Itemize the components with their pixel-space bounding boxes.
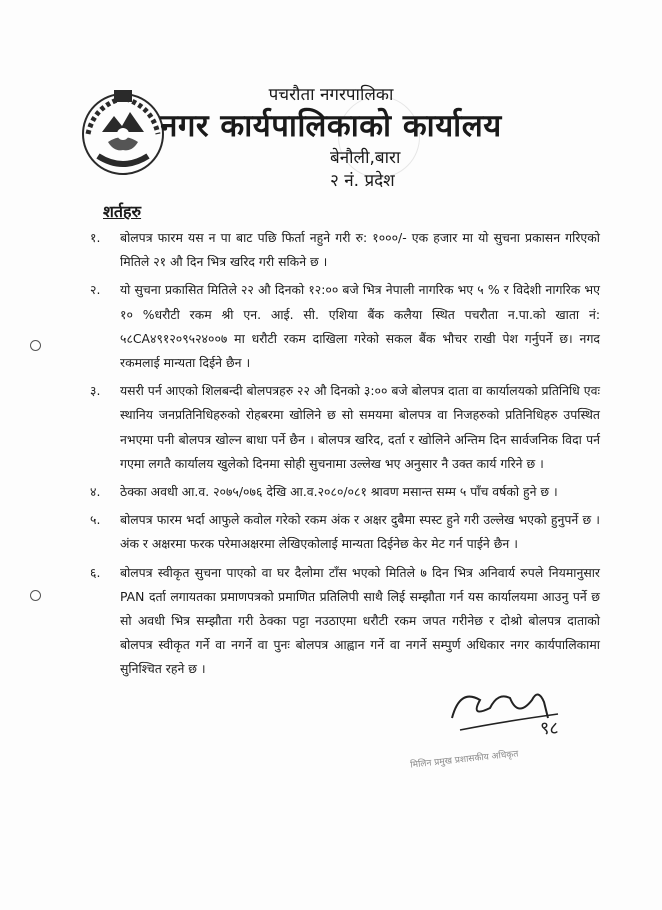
official-title-stamp: मिलिन प्रमुख प्रशासकीय अधिकृत (409, 749, 519, 771)
punch-hole (30, 590, 41, 601)
term-text: बोलपत्र स्वीकृत सुचना पाएको वा घर दैलोमा टाँस भएको मितिले ७ दिन भित्र अनिवार्य रुपले नियमानुसार PAN दर्ता लगायतका प्रमाणपत्रको प्रमाणित प्रतिलिपी साथै लिई सम्झौता गर्न यस कार्यालयमा आउनु पर्ने छ सो अवधी भित्र सम्झौता गरी ठेक्का पट्टा नउठाएमा धरौटी रकम जपत गरीनेछ र दोश्रो बोलपत्र दाताको बोलपत्र स्वीकृत गर्ने वा नगर्ने वा पुनः बोलपत्र आह्वान गर्ने वा नगर्ने सम्पुर्ण अधिकार नगर कार्यपालिकामा सुनिश्चित रहने छ । (120, 564, 600, 677)
office-title: नगर कार्यपालिकाको कार्यालय (160, 108, 502, 144)
term-item (90, 226, 600, 274)
term-number: ३. (90, 383, 101, 399)
term-text: बोलपत्र फारम यस न पा बाट पछि फिर्ता नहुने गरी रु: १०००/- एक हजार मा यो सुचना प्रकासन गरिएको मितिले २१ औ दिन भित्र खरिद गरी सकिने छ । (120, 230, 600, 270)
term-number: ५. (90, 512, 101, 528)
terms-list (90, 222, 600, 682)
term-item (90, 480, 600, 504)
section-heading: शर्तहरु (103, 202, 142, 221)
term-number: ४. (90, 484, 101, 500)
term-number: २. (90, 282, 101, 298)
term-text: बोलपत्र फारम भर्दा आफुले कवोल गरेको रकम अंक र अक्षर दुबैमा स्पस्ट हुने गरी उल्लेख भएको हुनुपर्ने छ । अंक र अक्षरमा फरक परेमाअक्षरमा लेखिएकोलाई मान्यता दिईनेछ केर मेट गर्न पाईने छैन । (120, 512, 600, 552)
punch-hole (30, 340, 41, 351)
term-item (90, 508, 600, 556)
office-location: बेनौली,बारा (330, 148, 401, 168)
term-number: १. (90, 230, 101, 245)
signature-date-mark: ९८ (540, 718, 559, 739)
term-item (90, 278, 600, 375)
term-item (90, 561, 600, 682)
term-number: ६. (90, 564, 101, 580)
term-text: यो सुचना प्रकासित मितिले २२ औ दिनको १२:०० बजे भित्र नेपाली नागरिक भए ५ % र विदेशी नागरिक भए १० %धरौटी रकम श्री एन. आई. सी. एशिया बैंक कलैया स्थित पचरौता न.पा.को खाता नं: ५८CA४९१२०९५२४००७ मा धरौटी रकम दाखिला गरेको सकल बैंक भौचर राखी पेश गर्नुपर्ने छ। नगद रकमलाई मान्यता दिईने छैन । (120, 282, 600, 371)
handwritten-signature (440, 678, 600, 748)
province-label: २ नं. प्रदेश (330, 171, 395, 191)
municipality-name: पचरौता नगरपालिका (268, 85, 394, 105)
term-text: यसरी पर्न आएको शिलबन्दी बोलपत्रहरु २२ औ दिनको ३:०० बजे बोलपत्र दाता वा कार्यालयको प्रतिनिधि एवः स्थानिय जनप्रतिनिधिहरुको रोहबरमा खोलिने छ सो समयमा बोलपत्र वा निजहरुको प्रतिनिधिहरु उपस्थित नभएमा पनी बोलपत्र खोल्न बाधा पर्ने छैन । बोलपत्र खरिद, दर्ता र खोलिने अन्तिम दिन सार्वजनिक विदा पर्न गएमा लगतै कार्यालय खुलेको दिनमा सोही सुचनामा उल्लेख भए अनुसार नै उक्त कार्य गरिने छ । (120, 383, 600, 471)
term-text: ठेक्का अवधी आ.व. २०७५/०७६ देखि आ.व.२०८०/०८१ श्रावण मसान्त सम्म ५ पाँच वर्षको हुने छ । (120, 484, 558, 500)
term-item (90, 379, 600, 476)
